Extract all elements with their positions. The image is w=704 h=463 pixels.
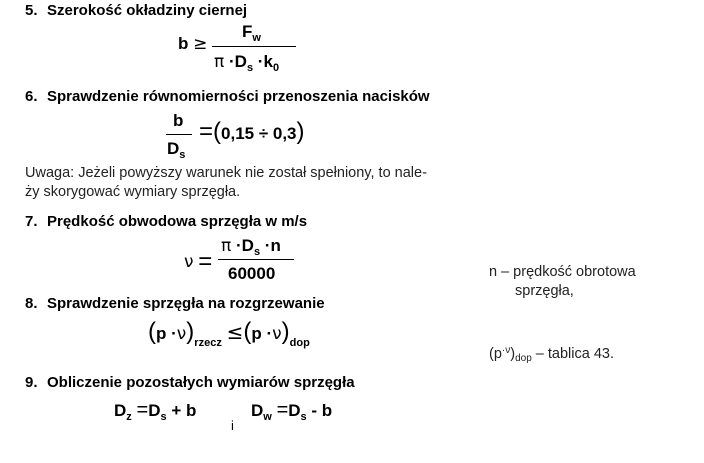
speed-note [489,263,636,301]
note-paragraph [25,164,427,202]
section-title: Prędkość obwodowa sprzęgła w m/s [47,213,308,230]
section-number: 8. [25,295,38,312]
formula-5-denominator: $\pi \cdot D_s \cdot k_0$ [214,52,280,74]
section-title: Sprawdzenie równomierności przenoszenia nacisków [47,88,430,105]
formula-6-denominator: $D_s$ [167,139,186,161]
formula-9-separator: i [231,418,234,433]
formula-8: $(p \cdot\nu)_{rzecz} \le(p \cdot\nu)_{dop}$ [148,318,310,349]
section-number: 6. [25,88,38,105]
note-line-1: Uwaga: Jeżeli powyższy warunek nie został spełniony, to nale- [25,165,427,181]
formula-7-fraction-bar [218,259,294,260]
formula-6-rhs: =(0,15 ÷ 0,3) [199,118,305,145]
formula-7-numerator: $\pi \cdot D_s \cdot n$ [221,236,281,258]
section-title: Szerokość okładziny ciernej [47,2,248,19]
formula-6-fraction-bar [166,134,192,135]
formula-5-lhs: b ≥ [178,34,208,54]
formula-9-outer-diameter: $D_z =D_s + b$ [114,399,197,423]
section-6-heading [25,88,430,105]
section-title: Sprawdzenie sprzęgła na rozgrzewanie [47,295,325,312]
speed-note-line-2: sprzęgła, [515,283,574,299]
section-8-heading [25,295,325,312]
section-number: 5. [25,2,38,19]
section-title: Obliczenie pozostałych wymiarów sprzęgła [47,374,355,391]
section-number: 9. [25,374,38,391]
section-9-heading [25,374,355,391]
section-5-heading [25,2,247,19]
permissible-value-note: $(p^{\cdot\nu})_{dop}$ – tablica 43. [489,345,615,364]
section-7-heading [25,213,307,230]
formula-5-fraction-bar [212,46,296,47]
formula-5-numerator: $F_w$ [242,22,261,44]
formula-6-numerator: b [173,111,184,130]
speed-note-line-1: n – prędkość obrotowa [489,264,636,280]
formula-7-denominator: 60000 [228,264,276,283]
section-number: 7. [25,213,38,230]
formula-9-inner-diameter: $D_w =D_s - b$ [251,399,333,423]
formula-7-lhs: ν = [184,248,213,275]
note-line-2: ży skorygować wymiary sprzęgła. [25,184,241,200]
